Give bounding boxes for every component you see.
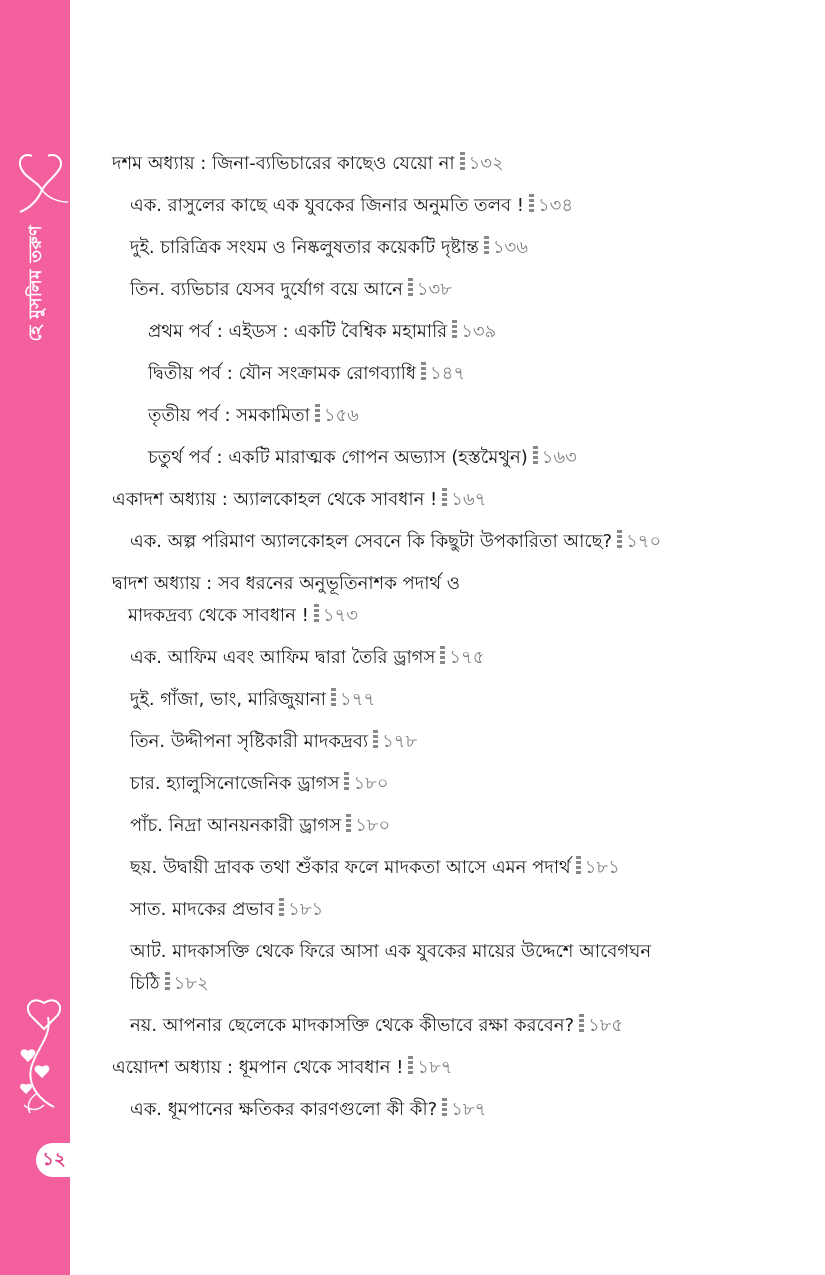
entry-title: তৃতীয় পর্ব : সমকামিতা (148, 405, 310, 426)
toc-entry (130, 1098, 486, 1122)
entry-title: দুই. গাঁজা, ভাং, মারিজুয়ানা (130, 689, 327, 710)
entry-page: ১৮০ (355, 815, 391, 836)
dotted-separator (440, 646, 445, 666)
toc-subentry (148, 362, 465, 386)
toc-entry (130, 688, 375, 712)
entry-page: ১৭০ (626, 531, 662, 552)
toc-entry-continued (130, 972, 209, 996)
toc-entry (130, 772, 389, 796)
entry-title: চিঠি (130, 973, 160, 994)
dotted-separator (315, 404, 320, 424)
entry-title: এক. ধূমপানের ক্ষতিকর কারণগুলো কী কী? (130, 1099, 438, 1120)
entry-title: এয়োদশ অধ্যায় : ধূমপান থেকে সাবধান ! (112, 1057, 404, 1078)
entry-page: ১৭৮ (382, 731, 418, 752)
dotted-separator (346, 814, 351, 834)
toc-entry (130, 856, 620, 880)
toc-subentry (148, 320, 496, 344)
entry-page: ১৩৮ (416, 279, 452, 300)
page-number: ১২ (36, 1143, 72, 1177)
entry-page: ১৮২ (173, 973, 209, 994)
dotted-separator (533, 446, 538, 466)
entry-title: পাঁচ. নিদ্রা আনয়নকারী ড্রাগস (130, 815, 342, 836)
toc-chapter-12-continued (128, 604, 358, 628)
entry-page: ১৪৭ (430, 363, 466, 384)
dotted-separator (579, 1014, 584, 1034)
entry-title: সাত. মাদকের প্রভাব (130, 899, 275, 920)
dotted-separator (442, 488, 447, 508)
entry-title: আট. মাদকাসক্তি থেকে ফিরে আসা এক যুবকের মায়ের উদ্দেশে আবেগঘন (130, 941, 652, 962)
toc-entry (130, 278, 452, 302)
entry-title: ছয়. উদ্বায়ী দ্রাবক তথা শুঁকার ফলে মাদকতা আসে এমন পদার্থ (130, 857, 571, 878)
entry-title: এক. আফিম এবং আফিম দ্বারা তৈরি ড্রাগস (130, 647, 436, 668)
entry-page: ১৮১ (584, 857, 620, 878)
entry-page: ১৭৩ (322, 605, 358, 626)
entry-title: এক. রাসুলের কাছে এক যুবকের জিনার অনুমতি তলব ! (130, 195, 524, 216)
toc-subentry (148, 404, 359, 428)
toc-entry (130, 940, 651, 964)
entry-title: প্রথম পর্ব : এইডস : একটি বৈশ্বিক মহামারি (148, 321, 448, 342)
entry-title: তিন. উদ্দীপনা সৃষ্টিকারী মাদকদ্রব্য (130, 731, 369, 752)
entry-page: ১৩৯ (461, 321, 497, 342)
toc-subentry (148, 446, 577, 470)
entry-page: ১৮০ (353, 773, 389, 794)
entry-title: চতুর্থ পর্ব : একটি মারাত্মক গোপন অভ্যাস (হস্তমৈথুন) (148, 447, 528, 468)
dotted-separator (529, 194, 534, 214)
dotted-separator (408, 1056, 413, 1076)
dotted-separator (408, 278, 413, 298)
dotted-separator (576, 856, 581, 876)
entry-page: ১৮৭ (451, 1099, 487, 1120)
entry-page: ১৩৬ (492, 237, 528, 258)
entry-title: একাদশ অধ্যায় : অ্যালকোহল থেকে সাবধান ! (112, 489, 438, 510)
dotted-separator (452, 320, 457, 340)
entry-title: মাদকদ্রব্য থেকে সাবধান ! (128, 605, 309, 626)
entry-page: ১৬৩ (541, 447, 577, 468)
toc-chapter-11 (112, 488, 486, 512)
dotted-separator (165, 972, 170, 992)
entry-page: ১৬৭ (451, 489, 487, 510)
entry-page: ১৮১ (288, 899, 324, 920)
toc-entry (130, 530, 661, 554)
toc-entry (130, 730, 417, 754)
entry-page: ১৫৬ (323, 405, 359, 426)
toc-entry (130, 814, 390, 838)
toc-entry (130, 194, 573, 218)
dotted-separator (314, 604, 319, 624)
entry-page: ১৮৭ (417, 1057, 453, 1078)
entry-title: এক. অল্প পরিমাণ অ্যালকোহল সেবনে কি কিছুটা উপকারিতা আছে? (130, 531, 613, 552)
entry-title: চার. হ্যালুসিনোজেনিক ড্রাগস (130, 773, 340, 794)
dotted-separator (617, 530, 622, 550)
dotted-separator (331, 688, 336, 708)
dotted-separator (344, 772, 349, 792)
entry-title: দ্বিতীয় পর্ব : যৌন সংক্রামক রোগব্যাধি (148, 363, 416, 384)
dotted-separator (442, 1098, 447, 1118)
dotted-separator (460, 152, 465, 172)
entry-page: ১৭৭ (340, 689, 376, 710)
dotted-separator (421, 362, 426, 382)
dotted-separator (279, 898, 284, 918)
dotted-separator (484, 236, 489, 256)
entry-title: নয়. আপনার ছেলেকে মাদকাসক্তি থেকে কীভাবে রক্ষা করবেন? (130, 1015, 575, 1036)
entry-title: দ্বাদশ অধ্যায় : সব ধরনের অনুভূতিনাশক পদার্থ ও (112, 573, 461, 594)
entry-page: ১৩৪ (537, 195, 574, 216)
entry-page: ১৩২ (468, 153, 504, 174)
entry-title: তিন. ব্যভিচার যেসব দুর্যোগ বয়ে আনে (130, 279, 403, 300)
toc-chapter-10 (112, 152, 504, 176)
toc-entry (130, 236, 528, 260)
book-title: হে মুসলিম তরুণ (26, 225, 46, 342)
toc-chapter-12 (112, 572, 460, 596)
entry-page: ১৮৫ (588, 1015, 624, 1036)
toc-entry (130, 646, 484, 670)
dotted-separator (373, 730, 378, 750)
toc-entry (130, 1014, 623, 1038)
entry-title: দুই. চারিত্রিক সংযম ও নিষ্কলুষতার কয়েকটি দৃষ্টান্ত (130, 237, 479, 258)
entry-title: দশম অধ্যায় : জিনা-ব্যভিচারের কাছেও যেয়ো না (112, 153, 455, 174)
toc-entry (130, 898, 323, 922)
entry-page: ১৭৫ (449, 647, 485, 668)
toc-chapter-13 (112, 1056, 453, 1080)
